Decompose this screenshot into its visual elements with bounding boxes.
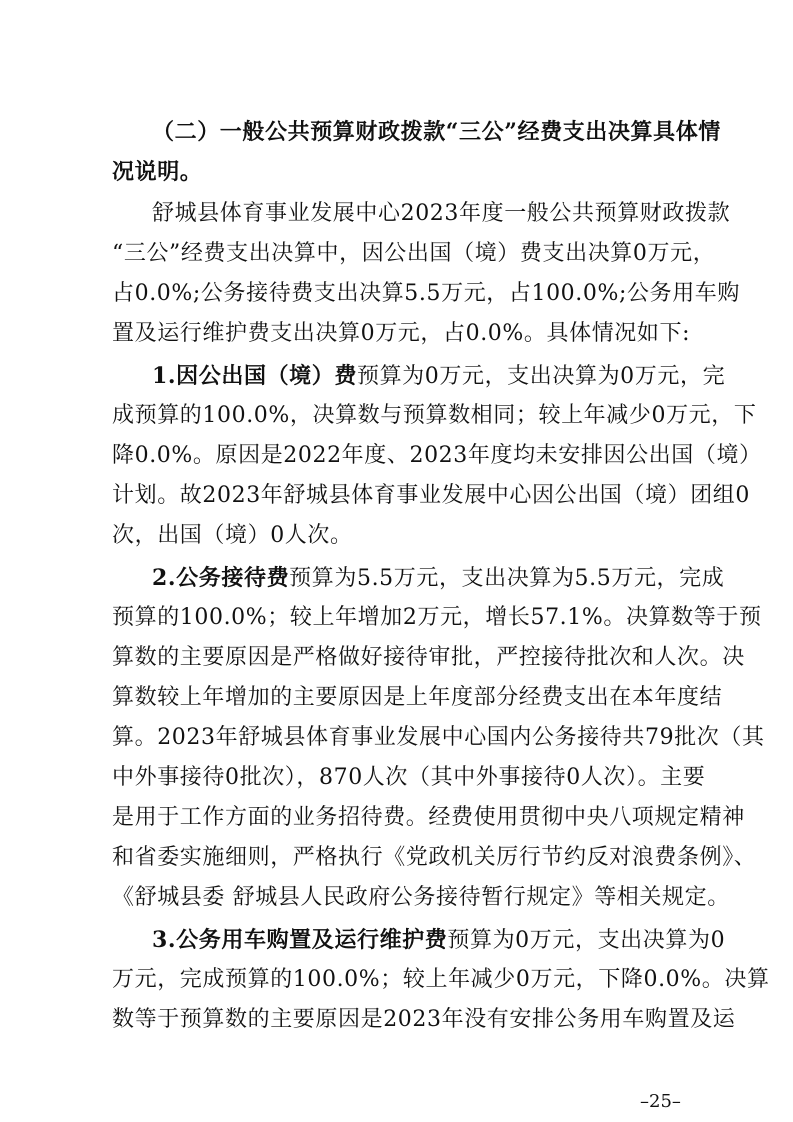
item3-line-1-text: 预算为0万元，支出决算为0 [447,928,726,953]
summary-line-4: 置及运行维护费支出决算0万元，占0.0%。具体情况如下: [112,321,691,346]
item2-line-2: 预算的100.0%；较上年增加2万元，增长57.1%。决算数等于预 [112,605,762,630]
item3-line-1 [152,920,726,960]
item2-line-8: 和省委实施细则，严格执行《党政机关厉行节约反对浪费条例》、 [112,845,757,870]
item1-line-4: 计划。故2023年舒城县体育事业发展中心因公出国（境）团组0 [112,483,750,508]
section-heading-line-2: 况说明。 [112,159,203,185]
item1-line-2: 成预算的100.0%，决算数与预算数相同；较上年减少0万元，下 [112,403,757,428]
item1-line-5: 次，出国（境）0人次。 [112,523,353,548]
item2-line-6: 中外事接待0批次），870人次（其中外事接待0人次）。主要 [112,765,706,790]
item2-line-1-text: 预算为5.5万元，支出决算为5.5万元，完成 [289,566,725,591]
item1-label: 1.因公出国（境）费 [152,363,357,389]
item2-line-4: 算数较上年增加的主要原因是上年度部分经费支出在本年度结 [112,685,723,710]
item3-line-3: 数等于预算数的主要原因是2023年没有安排公务用车购置及运 [112,1007,736,1032]
summary-line-2: “三公”经费支出决算中，因公出国（境）费支出决算0万元， [112,241,716,266]
page-number: –25– [640,1091,681,1112]
item2-line-5: 算。2023年舒城县体育事业发展中心国内公务接待共79批次（其 [112,725,765,750]
section-heading-line-1: （二）一般公共预算财政拨款“三公”经费支出决算具体情 [152,119,721,145]
item2-label: 2.公务接待费 [152,565,290,591]
item2-line-7: 是用于工作方面的业务招待费。经费使用贯彻中央八项规定精神 [112,805,745,830]
item1-line-3: 降0.0%。原因是2022年度、2023年度均未安排因公出国（境） [112,443,762,468]
item2-line-9: 《舒城县委 舒城县人民政府公务接待暂行规定》等相关规定。 [112,885,730,910]
item2-line-3: 算数的主要原因是严格做好接待审批，严控接待批次和人次。决 [112,645,745,670]
item1-line-1-text: 预算为0万元，支出决算为0万元，完 [356,364,726,389]
item1-line-1 [152,356,726,396]
item3-label: 3.公务用车购置及运行维护费 [152,927,448,953]
item2-line-1 [152,558,725,598]
item3-line-2: 万元，完成预算的100.0%；较上年减少0万元，下降0.0%。决算 [112,967,770,992]
summary-line-3: 占0.0%;公务接待费支出决算5.5万元，占100.0%;公务用车购 [112,281,740,306]
summary-line-1: 舒城县体育事业发展中心2023年度一般公共预算财政拨款 [152,201,731,226]
